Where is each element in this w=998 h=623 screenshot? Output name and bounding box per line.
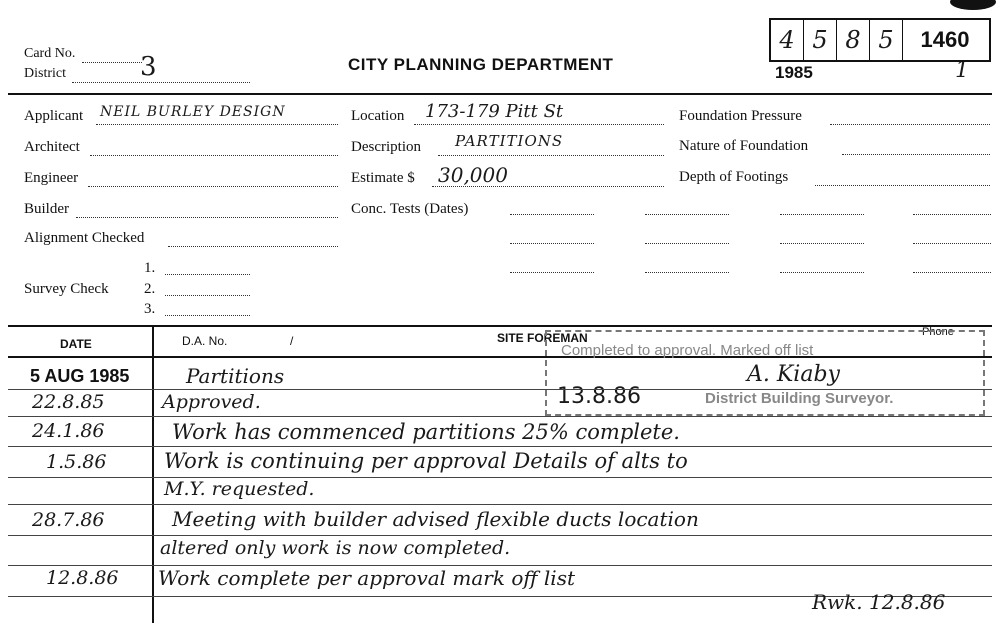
file-number: 1460 — [920, 27, 970, 52]
estimate-line — [432, 186, 664, 187]
site-foreman-header: SITE FOREMAN — [497, 331, 588, 345]
entry-date: 1.5.86 — [46, 451, 107, 473]
nature-foundation-label: Nature of Foundation — [679, 138, 809, 154]
da-no-header: D.A. No. — [182, 334, 228, 348]
conc-test-line — [913, 272, 991, 273]
stamp-completed-text: Completed to approval. Marked off list — [561, 342, 814, 359]
district-line — [72, 82, 250, 83]
signoff-initials: Rwk. 12.8.86 — [812, 590, 946, 614]
survey-line — [165, 315, 250, 316]
card-year-suffix: 1 — [955, 58, 969, 83]
entry-text: altered only work is now completed. — [160, 537, 511, 559]
conc-test-line — [913, 243, 991, 244]
stamp-date: 13.8.86 — [557, 384, 641, 409]
file-digit: 4 — [771, 20, 804, 60]
log-top-border — [8, 325, 992, 327]
architect-label: Architect — [24, 139, 80, 155]
file-number-box — [769, 18, 991, 62]
row-rule — [8, 504, 992, 505]
alignment-line — [168, 246, 338, 247]
conc-test-line — [913, 214, 991, 215]
page-title: CITY PLANNING DEPARTMENT — [348, 55, 614, 74]
description-value: PARTITIONS — [455, 132, 564, 150]
description-line — [438, 155, 664, 156]
survey-item-number: 1. — [144, 260, 156, 276]
survey-line — [165, 274, 250, 275]
entry-text: Approved. — [162, 391, 261, 413]
row-rule — [8, 535, 992, 536]
entry-date: 5 AUG 1985 — [30, 366, 130, 386]
entry-date: 24.1.86 — [32, 420, 105, 442]
entry-text: Work has commenced partitions 25% complete. — [172, 420, 680, 444]
entry-date: 28.7.86 — [32, 509, 105, 531]
entry-text: Partitions — [186, 364, 285, 388]
row-rule — [8, 477, 992, 478]
phone-header: Phone — [922, 326, 954, 338]
card-no-line — [82, 62, 142, 63]
conc-test-line — [780, 214, 864, 215]
conc-test-line — [645, 272, 729, 273]
conc-test-line — [510, 272, 594, 273]
file-digit: 5 — [870, 20, 903, 60]
estimate-value: 30,000 — [438, 163, 508, 187]
location-label: Location — [351, 108, 405, 124]
stamp-signature: A. Kiaby — [747, 362, 840, 387]
date-header: DATE — [60, 337, 92, 351]
date-column-divider — [152, 325, 154, 623]
entry-text: M.Y. requested. — [164, 478, 315, 500]
entry-text: Meeting with builder advised flexible ducts location — [172, 507, 699, 531]
district-label: District — [24, 66, 66, 81]
description-label: Description — [351, 139, 421, 155]
survey-check-label: Survey Check — [24, 281, 109, 297]
foundation-pressure-line — [830, 124, 990, 125]
conc-test-line — [510, 214, 594, 215]
survey-line — [165, 295, 250, 296]
engineer-label: Engineer — [24, 170, 79, 186]
conc-test-line — [780, 243, 864, 244]
location-value: 173-179 Pitt St — [425, 101, 564, 122]
row-rule — [8, 389, 992, 390]
foundation-pressure-label: Foundation Pressure — [679, 108, 802, 124]
entry-date: 12.8.86 — [46, 567, 119, 589]
survey-item-number: 2. — [144, 281, 156, 297]
entry-text: Work is continuing per approval Details of alts to — [164, 449, 688, 473]
conc-tests-label: Conc. Tests (Dates) — [351, 201, 469, 217]
da-slash: / — [290, 334, 294, 348]
applicant-label: Applicant — [24, 108, 84, 124]
ink-blot — [950, 0, 996, 10]
conc-test-line — [510, 243, 594, 244]
builder-line — [76, 217, 338, 218]
card-year: 1985 — [775, 63, 813, 82]
approval-stamp — [545, 330, 985, 416]
depth-footings-label: Depth of Footings — [679, 169, 789, 185]
conc-test-line — [645, 214, 729, 215]
estimate-label: Estimate $ — [351, 170, 415, 186]
applicant-line — [96, 124, 338, 125]
row-rule — [8, 416, 992, 417]
alignment-label: Alignment Checked — [24, 230, 145, 246]
conc-test-line — [780, 272, 864, 273]
applicant-value: NEIL BURLEY DESIGN — [100, 104, 286, 120]
header-divider — [8, 93, 992, 95]
entry-text: Work complete per approval mark off list — [158, 566, 576, 590]
survey-item-number: 3. — [144, 301, 156, 317]
location-line — [414, 124, 664, 125]
builder-label: Builder — [24, 201, 69, 217]
nature-foundation-line — [842, 154, 990, 155]
stamp-surveyor-text: District Building Surveyor. — [705, 390, 894, 407]
district-value: 3 — [140, 52, 157, 82]
architect-line — [90, 155, 338, 156]
engineer-line — [88, 186, 338, 187]
file-digit: 8 — [837, 20, 870, 60]
file-digit: 5 — [804, 20, 837, 60]
entry-date: 22.8.85 — [32, 391, 105, 413]
depth-footings-line — [815, 185, 990, 186]
row-rule — [8, 446, 992, 447]
card-no-label: Card No. — [24, 46, 76, 61]
conc-test-line — [645, 243, 729, 244]
